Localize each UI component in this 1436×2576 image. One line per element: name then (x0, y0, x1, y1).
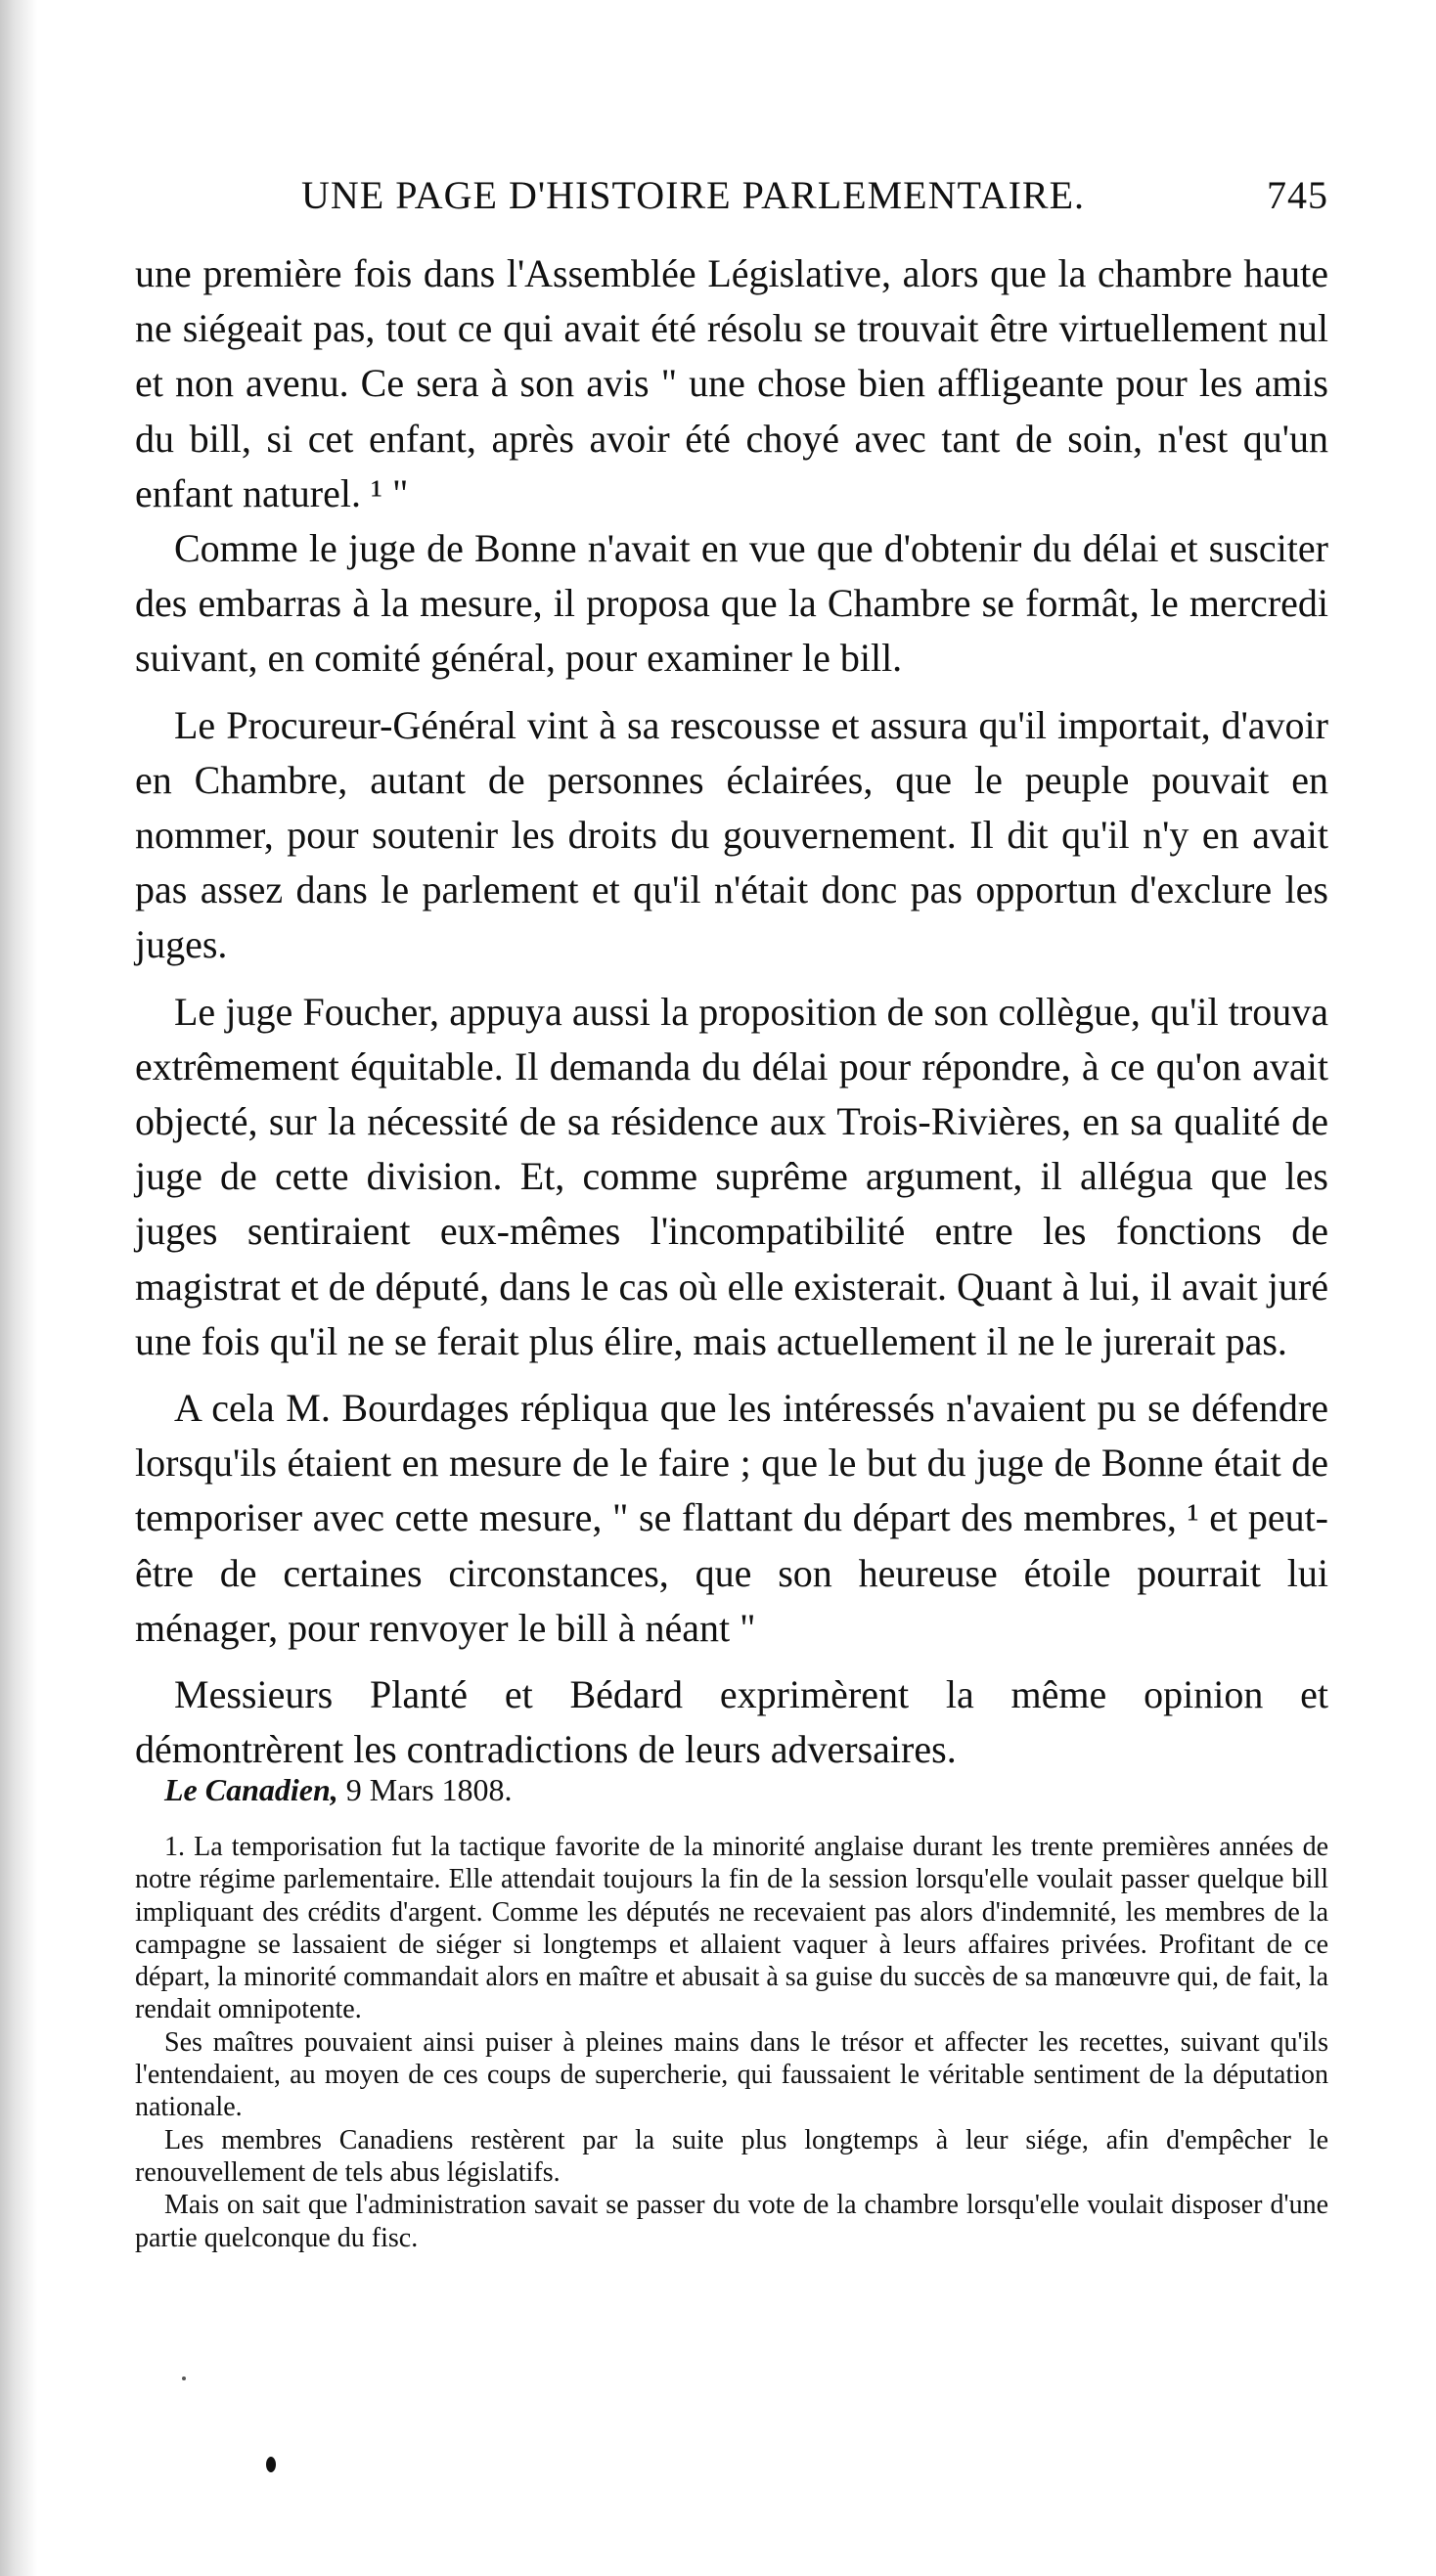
scan-edge-shadow (0, 0, 37, 2576)
source-publication: Le Canadien, (164, 1772, 338, 1807)
footnotes (135, 1831, 1328, 2254)
paragraph: Messieurs Planté et Bédard exprimèrent la même opinion et démontrèrent les contradictions de leurs adversaires. (135, 1672, 1328, 1772)
paragraph: A cela M. Bourdages répliqua que les intéressés n'avaient pu se défendre lorsqu'ils étaient en mesure de le faire ; que le but du juge de Bonne était de temporiser avec cette mesure, " se flattant du départ des membres, ¹ et peut-être de certaines circonstances, que son heureuse étoile pourrait lui ménager, pour renvoyer le bill à néant " (135, 1386, 1328, 1650)
paragraph-continued: une première fois dans l'Assemblée Législative, alors que la chambre haute ne siégeait pas, tout ce qui avait été résolu se trouvait être virtuellement nul et non avenu. Ce sera à son avis " une chose bien affligeante pour les amis du bill, si cet enfant, après avoir été choyé avec tant de soin, n'est qu'un enfant naturel. ¹ " (135, 251, 1328, 515)
running-head (135, 172, 1328, 231)
scan-speck (182, 2376, 186, 2380)
ink-mark (266, 2457, 276, 2472)
running-head-title: UNE PAGE D'HISTOIRE PARLEMENTAIRE. (301, 173, 1086, 217)
footnote: Mais on sait que l'administration savait se passer du vote de la chambre lorsqu'elle voulait disposer d'une partie quelconque du fisc. (135, 2190, 1328, 2253)
source-date: 9 Mars 1808. (345, 1772, 513, 1807)
paragraph: Comme le juge de Bonne n'avait en vue que d'obtenir du délai et susciter des embarras à la mesure, il proposa que la Chambre se formât, le mercredi suivant, en comité général, pour examiner le bill. (135, 526, 1328, 681)
paragraph: Le juge Foucher, appuya aussi la proposition de son collègue, qu'il trouva extrêmement équitable. Il demanda du délai pour répondre, à ce qu'on avait objecté, sur la nécessité de sa résidence aux Trois-Rivières, en sa qualité de juge de cette division. Et, comme suprême argument, il allégua que les juges sentiraient eux-mêmes l'incompatibilité entre les fonctions de magistrat et de député, dans le cas où elle existerait. Quant à lui, il avait juré une fois qu'il ne se ferait plus élire, mais actuellement il ne le jurerait pas. (135, 989, 1328, 1363)
source-citation (164, 1772, 1328, 1808)
paragraph: Le Procureur-Général vint à sa rescousse et assura qu'il importait, d'avoir en Chambre, autant de personnes éclairées, que le peuple pouvait en nommer, pour soutenir les droits du gouvernement. Il dit qu'il n'y en avait pas assez dans le parlement et qu'il n'était donc pas opportun d'exclure les juges. (135, 702, 1328, 967)
page-number: 745 (1267, 173, 1328, 217)
footnote: Les membres Canadiens restèrent par la suite plus longtemps à leur siége, afin d'empêcher le renouvellement de tels abus législatifs. (135, 2124, 1328, 2188)
footnote: Ses maîtres pouvaient ainsi puiser à pleines mains dans le trésor et affecter les recettes, suivant qu'ils l'entendaient, au moyen de ces coups de supercherie, qui faussaient le véritable sentiment de la députation nationale. (135, 2026, 1328, 2123)
footnote: 1. La temporisation fut la tactique favorite de la minorité anglaise durant les trente premières années de notre régime parlementaire. Elle attendait toujours la fin de la session lorsqu'elle voulait passer quelque bill impliquant des crédits d'argent. Comme les députés ne recevaient pas alors d'indemnité, les membres de la campagne se lassaient de siéger si longtemps et allaient vaquer à leurs affaires privées. Profitant de ce départ, la minorité commandait alors en maître et abusait à sa guise du succès de sa manœuvre qui, de fait, la rendait omnipotente. (135, 1832, 1328, 2025)
main-text (135, 246, 1328, 1777)
